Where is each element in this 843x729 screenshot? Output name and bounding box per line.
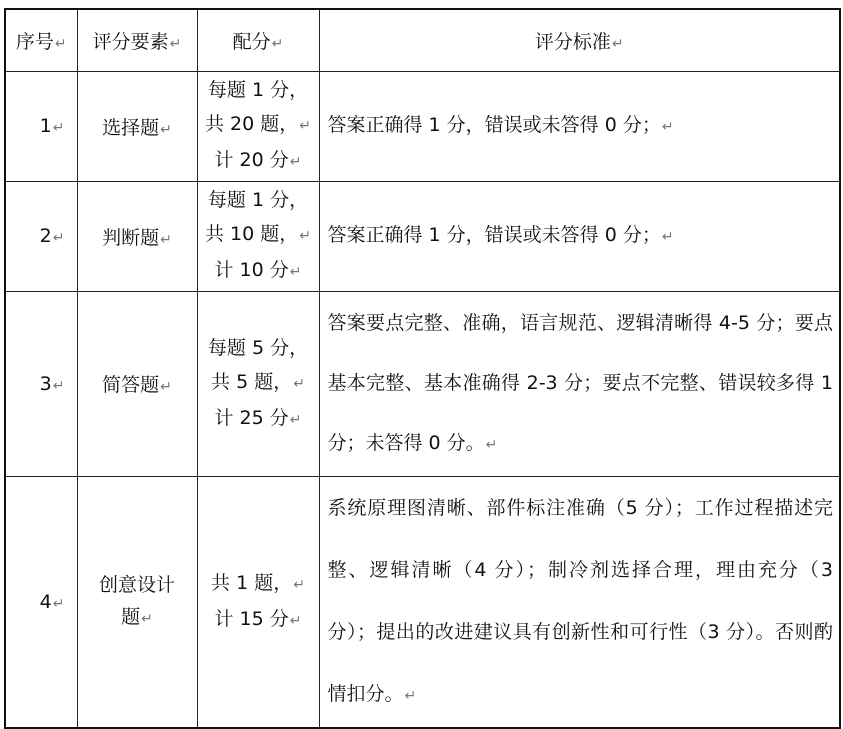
table-row: [5, 476, 840, 728]
table-row: [5, 71, 840, 181]
row-criteria: 系统原理图清晰、部件标注准确（5 分）；工作过程描述完整、逻辑清晰（4 分）；制冷剂选择合理，理由充分（3 分）；提出的改进建议具有创新性和可行性（3 分）。否则酌情扣分。↵: [319, 476, 840, 728]
table-row: [5, 181, 840, 291]
row-points: 每题 1 分， 共 20 题，↵ 计 20 分↵: [197, 71, 319, 181]
row-points: 共 1 题，↵ 计 15 分↵: [197, 476, 319, 728]
table-header-row: [5, 9, 840, 71]
row-criteria: 答案要点完整、准确，语言规范、逻辑清晰得 4-5 分；要点基本完整、基本准确得 2-3 分；要点不完整、错误较多得 1 分；未答得 0 分。↵: [319, 291, 840, 476]
row-points: 每题 1 分， 共 10 题，↵ 计 10 分↵: [197, 181, 319, 291]
row-index: 3↵: [5, 291, 77, 476]
row-element: 简答题↵: [77, 291, 197, 476]
row-criteria: 答案正确得 1 分，错误或未答得 0 分；↵: [319, 181, 840, 291]
row-element: 判断题↵: [77, 181, 197, 291]
row-element: 创意设计题↵: [77, 476, 197, 728]
row-index: 1↵: [5, 71, 77, 181]
row-index: 4↵: [5, 476, 77, 728]
table-row: [5, 291, 840, 476]
header-points: 配分↵: [197, 9, 319, 71]
header-criteria: 评分标准↵: [319, 9, 840, 71]
row-index: 2↵: [5, 181, 77, 291]
row-element: 选择题↵: [77, 71, 197, 181]
row-criteria: 答案正确得 1 分，错误或未答得 0 分；↵: [319, 71, 840, 181]
row-points: 每题 5 分， 共 5 题，↵ 计 25 分↵: [197, 291, 319, 476]
header-index: 序号↵: [5, 9, 77, 71]
header-element: 评分要素↵: [77, 9, 197, 71]
scoring-table: [4, 8, 841, 729]
